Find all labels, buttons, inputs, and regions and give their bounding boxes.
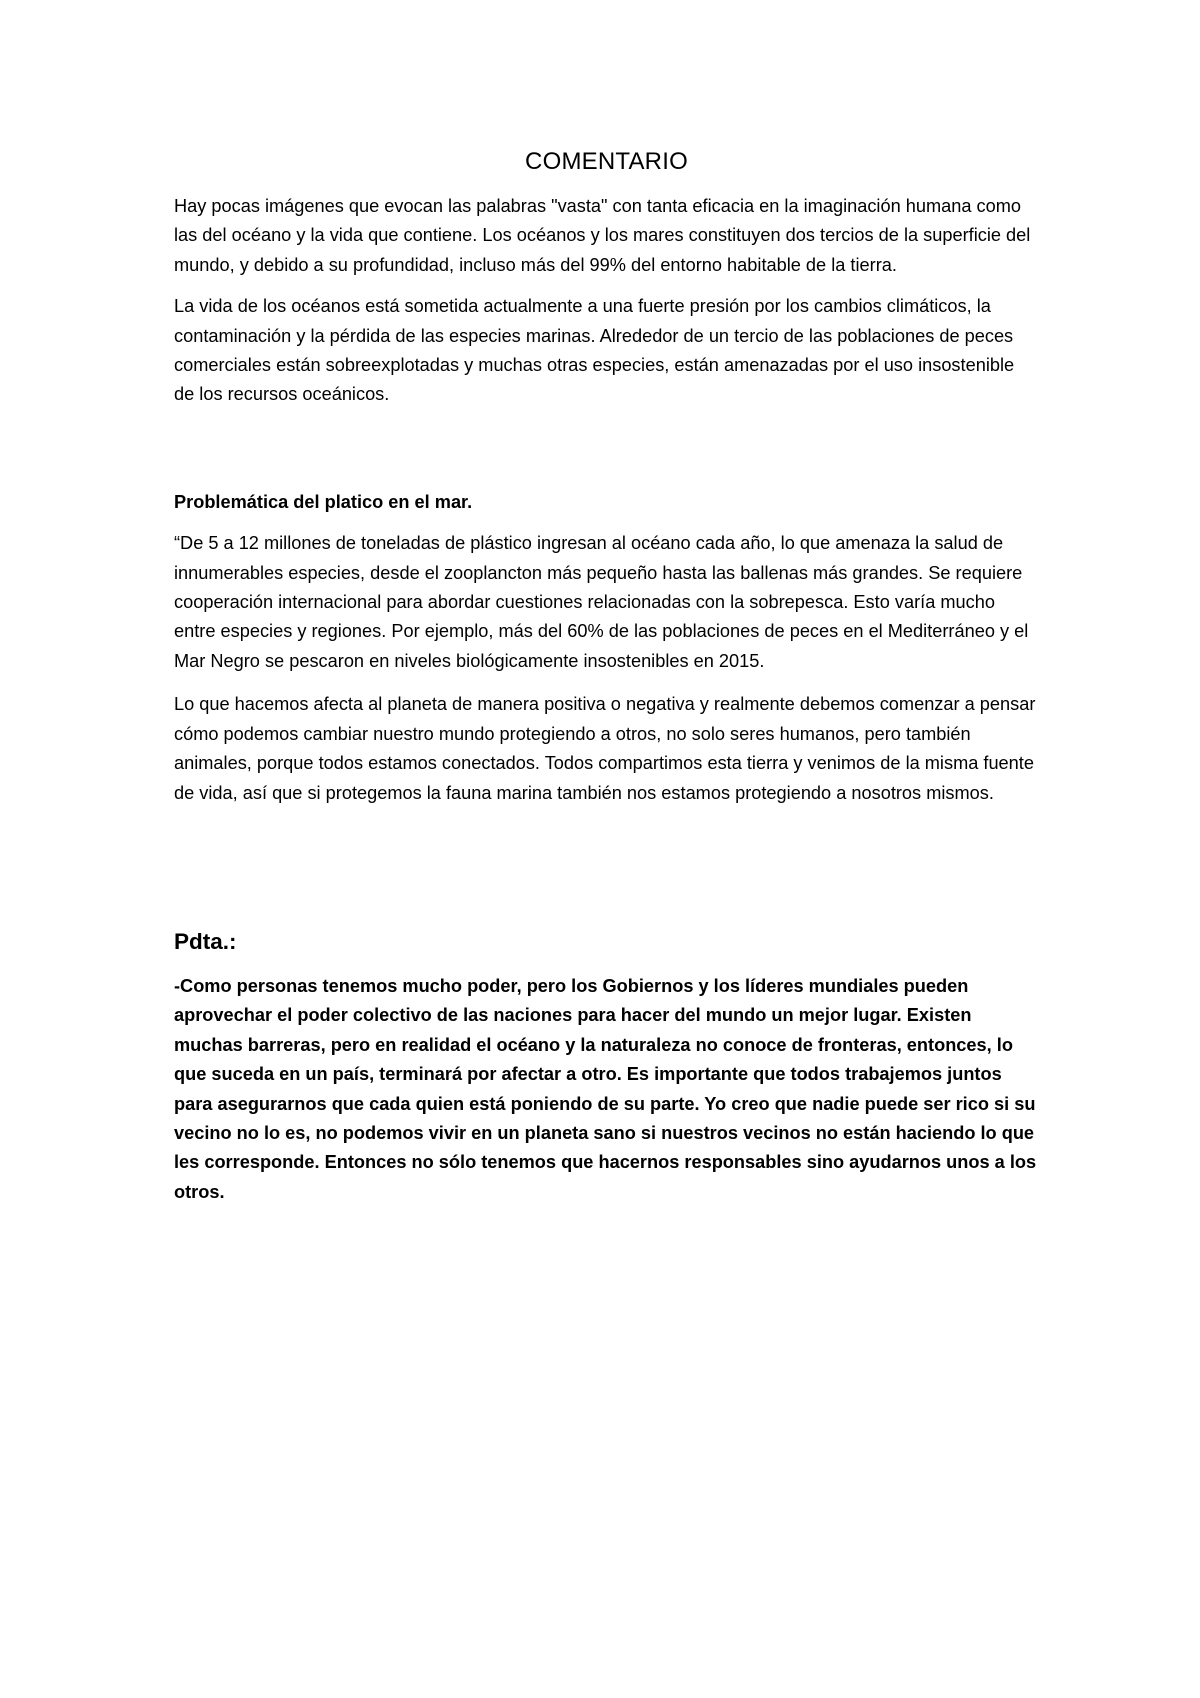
- reflection-paragraph: Lo que hacemos afecta al planeta de manera positiva o negativa y realmente debemos comenzar a pensar cómo podemos cambiar nuestro mundo protegiendo a otros, no solo seres humanos, pero también animales, porque todos estamos conectados. Todos compartimos esta tierra y venimos de la misma fuente de vida, así que si protegemos la fauna marina también nos estamos protegiendo a nosotros mismos.: [174, 694, 1036, 803]
- ocean-life-paragraph: La vida de los océanos está sometida actualmente a una fuerte presión por los cambios climáticos, la contaminación y la pérdida de las especies marinas. Alrededor de un tercio de las poblaciones de peces comerciales están sobreexplotadas y muchas otras especies, están amenazadas por el uso insostenible de los recursos oceánicos.: [174, 296, 1015, 405]
- postscript-heading: Pdta.:: [174, 928, 237, 954]
- document-title: COMENTARIO: [525, 148, 688, 175]
- postscript-paragraph: -Como personas tenemos mucho poder, pero los Gobiernos y los líderes mundiales pueden aprovechar el poder colectivo de las naciones para hacer del mundo un mejor lugar. Existen muchas barreras, pero en realidad el océano y la naturaleza no conoce de fronteras, entonces, lo que suceda en un país, terminará por afectar a otro. Es importante que todos trabajemos juntos para asegurarnos que cada quien está poniendo de su parte. Yo creo que nadie puede ser rico si su vecino no lo es, no podemos vivir en un planeta sano si nuestros vecinos no están haciendo lo que les corresponde. Entonces no sólo tenemos que hacernos responsables sino ayudarnos unos a los otros.: [174, 975, 1037, 1202]
- plastic-quote-paragraph: “De 5 a 12 millones de toneladas de plástico ingresan al océano cada año, lo que amenaza la salud de innumerables especies, desde el zooplancton más pequeño hasta las ballenas más grandes. Se requiere cooperación internacional para abordar cuestiones relacionadas con la sobrepesca. Esto varía mucho entre especies y regiones. Por ejemplo, más del 60% de las poblaciones de peces en el Mediterráneo y el Mar Negro se pescaron en niveles biológicamente insostenibles en 2015.: [174, 533, 1029, 671]
- intro-paragraph: Hay pocas imágenes que evocan las palabras "vasta" con tanta eficacia en la imaginación humana como las del océano y la vida que contiene. Los océanos y los mares constituyen dos tercios de la superficie del mundo, y debido a su profundidad, incluso más del 99% del entorno habitable de la tierra.: [174, 196, 1031, 275]
- section-heading: Problemática del platico en el mar.: [174, 491, 473, 512]
- document-body: [174, 145, 1039, 1207]
